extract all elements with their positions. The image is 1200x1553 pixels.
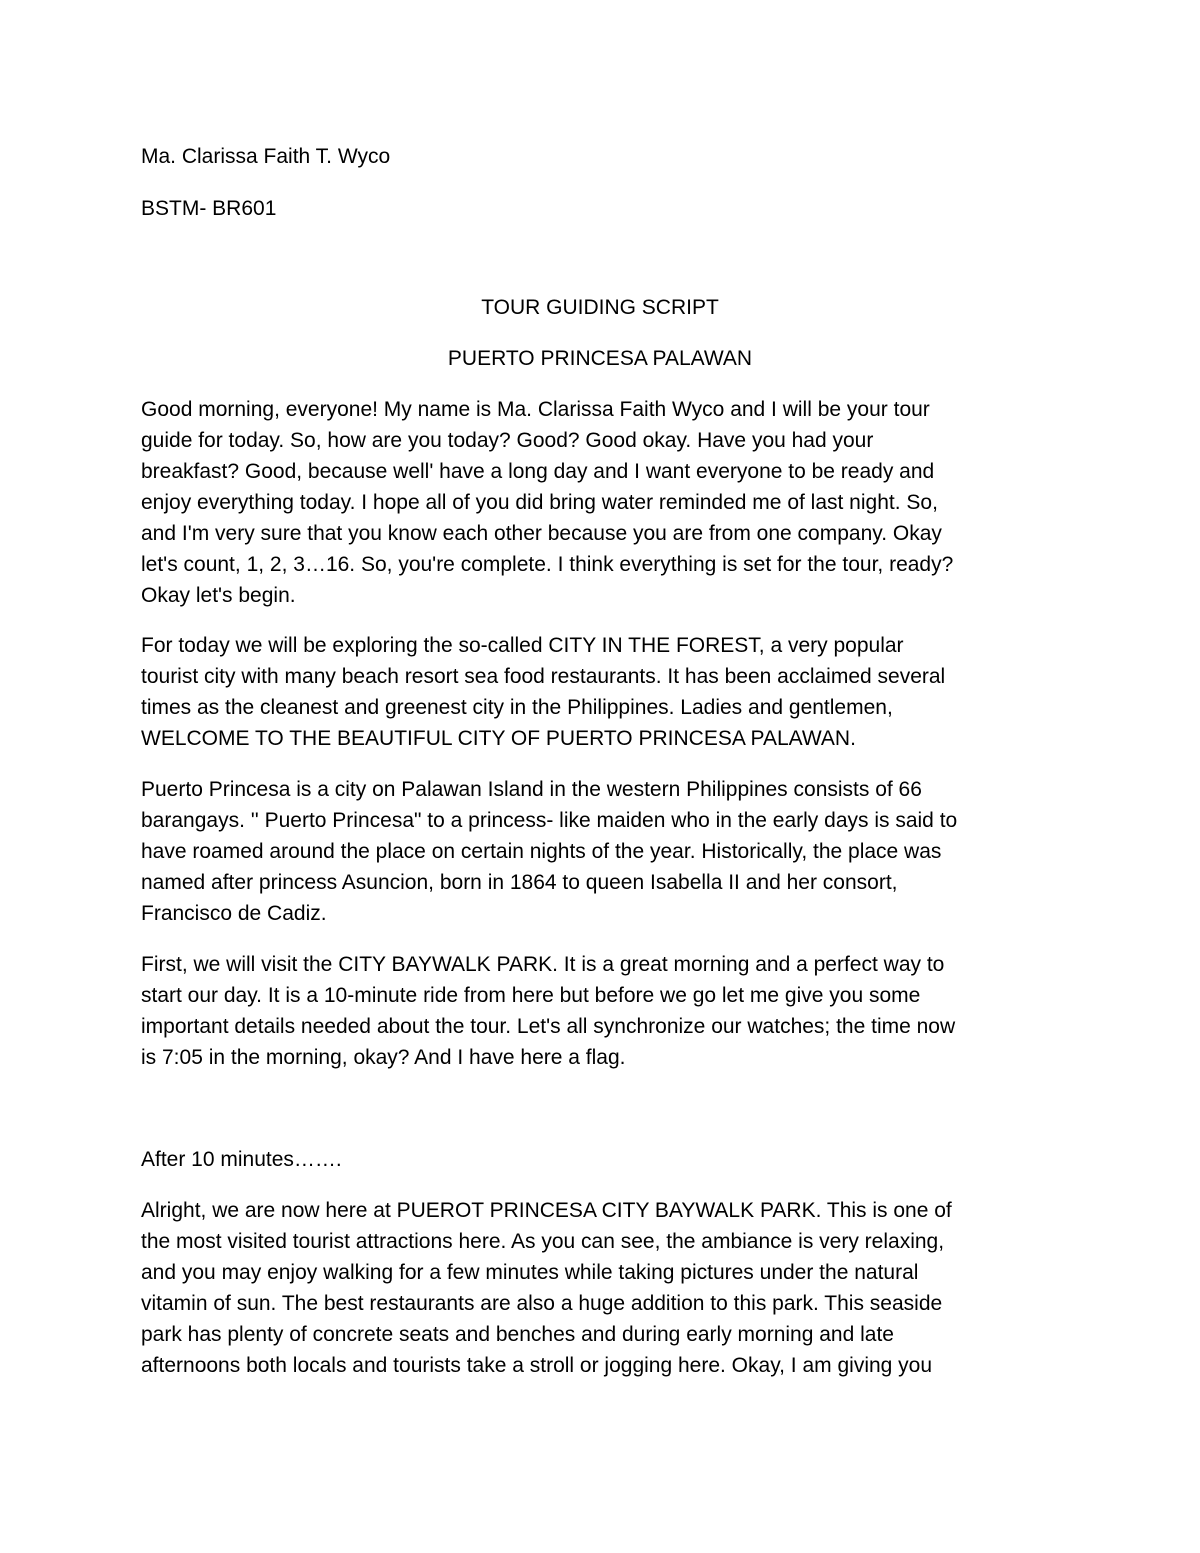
- paragraph-line: WELCOME TO THE BEAUTIFUL CITY OF PUERTO PRINCESA PALAWAN.: [141, 727, 856, 750]
- paragraph-line: After 10 minutes…….: [141, 1148, 342, 1171]
- paragraph-line: Alright, we are now here at PUEROT PRINCESA CITY BAYWALK PARK. This is one of: [141, 1199, 952, 1222]
- paragraph-line: let's count, 1, 2, 3…16. So, you're complete. I think everything is set for the tour, ready?: [141, 553, 954, 576]
- paragraph-line: start our day. It is a 10-minute ride from here but before we go let me give you some: [141, 984, 921, 1007]
- paragraph-line: have roamed around the place on certain nights of the year. Historically, the place was: [141, 840, 942, 863]
- paragraph-after-ten-minutes: [141, 1144, 1071, 1175]
- paragraph-baywalk-park: [141, 1195, 1071, 1381]
- paragraph-line: guide for today. So, how are you today? Good? Good okay. Have you had your: [141, 429, 874, 452]
- paragraph-line: times as the cleanest and greenest city in the Philippines. Ladies and gentlemen,: [141, 696, 893, 719]
- paragraph-line: For today we will be exploring the so-called CITY IN THE FOREST, a very popular: [141, 634, 904, 657]
- paragraph-line: First, we will visit the CITY BAYWALK PARK. It is a great morning and a perfect way to: [141, 953, 945, 976]
- paragraph-line: Good morning, everyone! My name is Ma. Clarissa Faith Wyco and I will be your tour: [141, 398, 930, 421]
- paragraph-line: and I'm very sure that you know each other because you are from one company. Okay: [141, 522, 942, 545]
- paragraph-line: afternoons both locals and tourists take a stroll or jogging here. Okay, I am giving you: [141, 1354, 933, 1377]
- document-subtitle: PUERTO PRINCESA PALAWAN: [447, 347, 753, 370]
- paragraph-first-stop: [141, 949, 1071, 1073]
- paragraph-line: named after princess Asuncion, born in 1864 to queen Isabella II and her consort,: [141, 871, 898, 894]
- paragraph-line: Puerto Princesa is a city on Palawan Island in the western Philippines consists of 66: [141, 778, 922, 801]
- paragraph-line: Francisco de Cadiz.: [141, 902, 327, 925]
- course-section: BSTM- BR601: [141, 197, 277, 220]
- paragraph-line: barangays. '' Puerto Princesa" to a princess- like maiden who in the early days is said to: [141, 809, 958, 832]
- paragraph-city-in-the-forest: [141, 630, 1071, 754]
- paragraph-greeting: [141, 394, 1071, 611]
- paragraph-line: the most visited tourist attractions here. As you can see, the ambiance is very relaxing,: [141, 1230, 945, 1253]
- paragraph-line: is 7:05 in the morning, okay? And I have here a flag.: [141, 1046, 626, 1069]
- paragraph-line: and you may enjoy walking for a few minutes while taking pictures under the natural: [141, 1261, 919, 1284]
- paragraph-line: Okay let's begin.: [141, 584, 296, 607]
- paragraph-line: tourist city with many beach resort sea food restaurants. It has been acclaimed several: [141, 665, 946, 688]
- document-title: TOUR GUIDING SCRIPT: [481, 296, 719, 319]
- paragraph-line: park has plenty of concrete seats and benches and during early morning and late: [141, 1323, 894, 1346]
- paragraph-line: breakfast? Good, because well' have a long day and I want everyone to be ready and: [141, 460, 935, 483]
- paragraph-history: [141, 774, 1071, 929]
- paragraph-line: vitamin of sun. The best restaurants are also a huge addition to this park. This seaside: [141, 1292, 943, 1315]
- paragraph-line: important details needed about the tour. Let's all synchronize our watches; the time now: [141, 1015, 956, 1038]
- paragraph-line: enjoy everything today. I hope all of you did bring water reminded me of last night. So,: [141, 491, 938, 514]
- author-name: Ma. Clarissa Faith T. Wyco: [141, 145, 391, 168]
